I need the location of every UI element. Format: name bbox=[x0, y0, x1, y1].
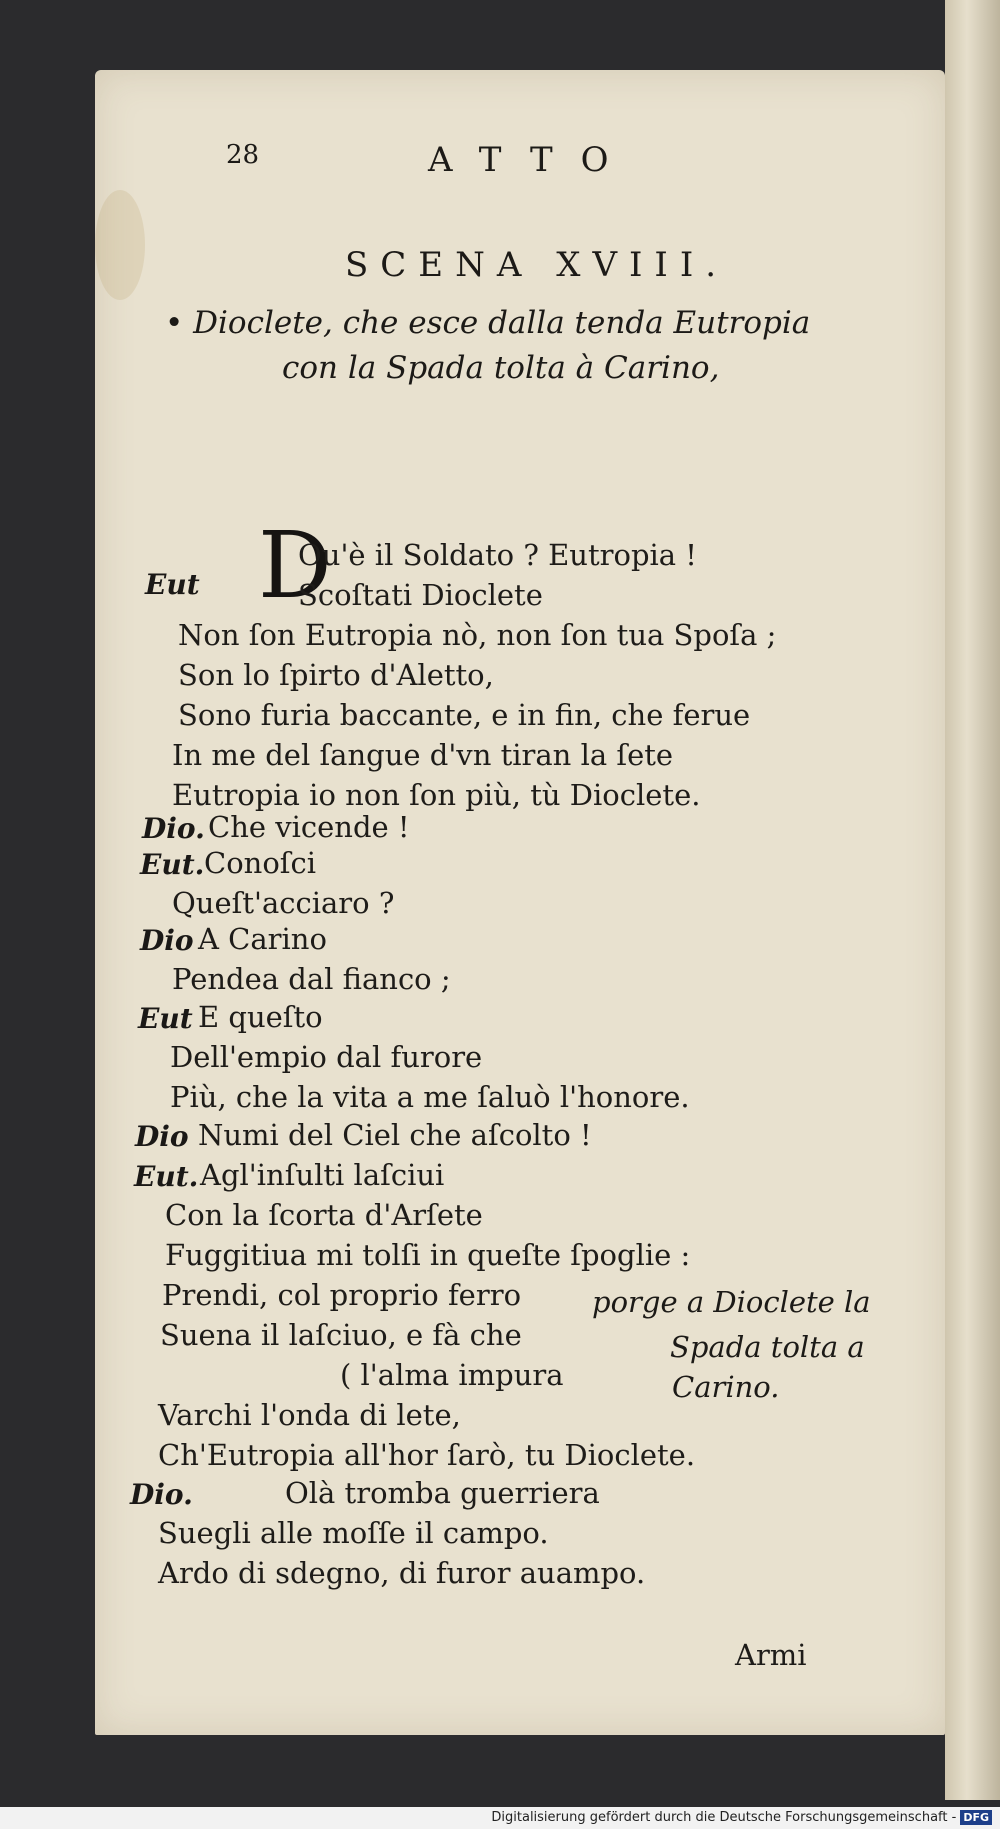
running-title: ATTO bbox=[428, 140, 637, 180]
verse-line: Prendi, col proprio ferro bbox=[162, 1278, 522, 1312]
verse-line: Che vicende ! bbox=[208, 810, 410, 844]
speaker-label: Eut. bbox=[134, 1160, 199, 1193]
book-spine bbox=[945, 0, 1000, 1800]
scene-title: SCENA XVIII. bbox=[345, 245, 729, 285]
side-direction-3: Carino. bbox=[672, 1370, 780, 1404]
verse-line: Numi del Ciel che aſcolto ! bbox=[198, 1118, 592, 1152]
side-direction-2: Spada tolta a bbox=[670, 1330, 865, 1364]
verse-line: Suegli alle moſſe il campo. bbox=[158, 1516, 549, 1550]
verse-line: Scoſtati Dioclete bbox=[298, 578, 543, 612]
stage-direction-2: con la Spada tolta à Carino, bbox=[282, 350, 720, 386]
verse-line: Eutropia io non ſon più, tù Dioclete. bbox=[172, 778, 701, 812]
verse-line: Agl'inſulti laſciui bbox=[200, 1158, 445, 1192]
speaker-label: Dio bbox=[135, 1120, 189, 1153]
verse-line: Ou'è il Soldato ? Eutropia ! bbox=[298, 538, 697, 572]
catchword: Armi bbox=[735, 1638, 807, 1672]
speaker-label: Dio bbox=[140, 924, 194, 957]
verse-line: Sono furia baccante, e in fin, che ferue bbox=[178, 698, 751, 732]
verse-line: Olà tromba guerriera bbox=[285, 1476, 600, 1510]
side-direction-1: porge a Dioclete la bbox=[592, 1285, 871, 1319]
stage-direction-1 bbox=[165, 305, 810, 341]
verse-line: Queſt'acciaro ? bbox=[172, 886, 395, 920]
verse-line: Ardo di sdegno, di furor auampo. bbox=[158, 1556, 646, 1590]
speaker-label: Eut bbox=[145, 568, 200, 601]
verse-line: Son lo ſpirto d'Aletto, bbox=[178, 658, 494, 692]
dfg-logo: DFG bbox=[960, 1810, 992, 1825]
speaker-label: Eut bbox=[138, 1002, 193, 1035]
page-number: 28 bbox=[226, 140, 260, 170]
speaker-label: Eut. bbox=[140, 848, 205, 881]
verse-line: Pendea dal fianco ; bbox=[172, 962, 451, 996]
verse-line: E queſto bbox=[198, 1000, 323, 1034]
verse-line: In me del ſangue d'vn tiran la ſete bbox=[172, 738, 674, 772]
verse-line: Con la ſcorta d'Arſete bbox=[165, 1198, 483, 1232]
verse-line: ( l'alma impura bbox=[340, 1358, 564, 1392]
verse-line: A Carino bbox=[198, 922, 327, 956]
footer-text: Digitalisierung gefördert durch die Deutsche Forschungsgemeinschaft - bbox=[491, 1810, 957, 1825]
verse-line: Più, che la vita a me ſaluò l'honore. bbox=[170, 1080, 690, 1114]
direction-text-1: Dioclete, che esce dalla tenda Eutropia bbox=[193, 305, 811, 341]
verse-line: Varchi l'onda di lete, bbox=[158, 1398, 461, 1432]
verse-line: Conoſci bbox=[204, 846, 317, 880]
verse-line: Dell'empio dal furore bbox=[170, 1040, 483, 1074]
drop-cap: D bbox=[258, 512, 332, 619]
verse-line: Non ſon Eutropia nò, non ſon tua Spoſa ; bbox=[178, 618, 777, 652]
speaker-label: Dio. bbox=[130, 1478, 193, 1511]
verse-line: Fuggitiua mi tolſi in queſte ſpoglie : bbox=[165, 1238, 691, 1272]
speaker-label: Dio. bbox=[142, 812, 205, 845]
page-stain bbox=[95, 190, 145, 300]
verse-line: Suena il laſciuo, e fà che bbox=[160, 1318, 522, 1352]
bullet-mark: • bbox=[165, 305, 184, 341]
footer-bar bbox=[0, 1807, 1000, 1829]
verse-line: Ch'Eutropia all'hor ſarò, tu Dioclete. bbox=[158, 1438, 696, 1472]
